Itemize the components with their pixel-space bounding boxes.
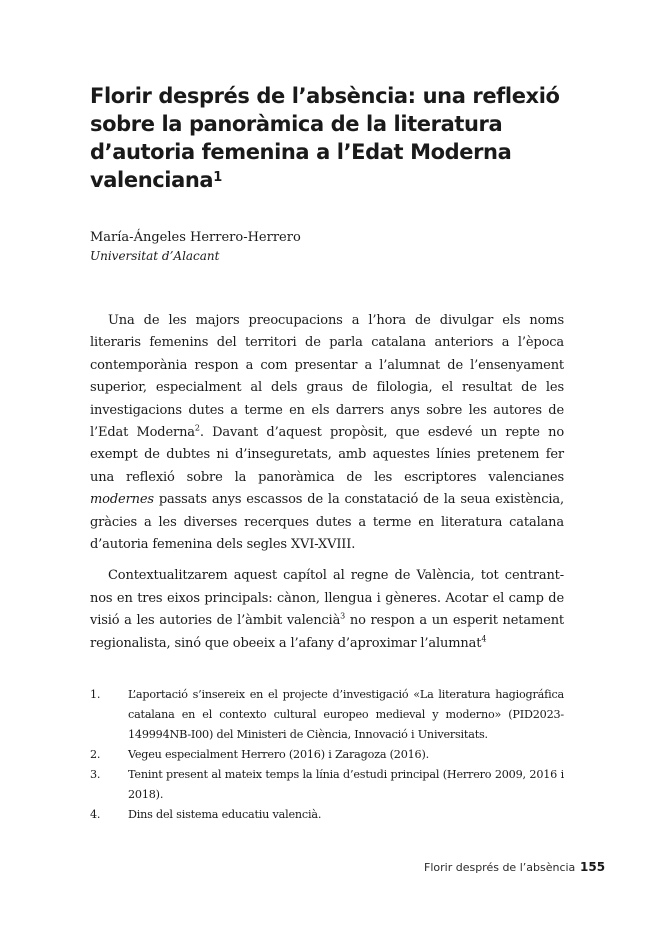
footnote-text: L’aportació s’insereix en el projecte d’investigació «La literatura hagiográfica catalana en el contexto cultural europeo medieval y moderno» (PID2023-149994NB-I00) del Ministeri de Ciència, Innovació i Universitats. [128,688,564,741]
footnote-number: 4. [90,808,101,821]
footnote-number: 3. [90,768,101,781]
footnotes [90,685,564,825]
paragraph-1-text-b: . Davant d’aquest propòsit, que esdevé un repte no exempt de dubtes ni d’inseguretats, amb aquestes línies pretenem fer una reflexió sobre la panoràmica de les escriptores valencianes [90,425,564,485]
author-affiliation: Universitat d’Alacant [90,249,220,263]
body-text [90,310,564,664]
note-ref-3[interactable]: 3 [340,611,346,621]
paragraph-2 [90,565,564,655]
footnote-1 [90,685,564,745]
footnote-number: 2. [90,748,101,761]
paragraph-2-text-b: no respon a un esperit netament regionalista, sinó que obeeix a l’afany d’aproximar l’alumnat [90,613,564,651]
footnote-4 [90,805,564,825]
running-head: Florir després de l’absència [424,861,576,874]
paragraph-1-text-a: Una de les majors preocupacions a l’hora de divulgar els noms literaris femenins del territori de parla catalana anteriors a l’època contemporània respon a com presentar a l’alumnat de l’ensenyament superior, especialment al dels graus de filologia, el resultat de les investigacions dutes a terme en els darrers anys sobre les autores de l’Edat Moderna [90,313,564,441]
note-ref-4[interactable]: 4 [481,634,487,644]
footnote-2 [90,745,564,765]
paragraph-1-text-c: passats anys escassos de la constatació de la seua existència, gràcies a les diverses recerques dutes a terme en literatura catalana d’autoria femenina dels segles XVI-XVIII. [90,492,564,553]
footnote-text: Vegeu especialment Herrero (2016) i Zaragoza (2016). [128,748,429,761]
footnote-text: Tenint present al mateix temps la línia d’estudi principal (Herrero 2009, 2016 i 2018). [128,768,564,801]
footnote-text: Dins del sistema educatiu valencià. [128,808,322,821]
paragraph-1 [90,310,564,556]
paragraph-1-emphasis: modernes [90,492,154,508]
article-title [90,82,570,194]
title-note-ref[interactable]: 1 [213,170,222,185]
footnote-3 [90,765,564,805]
page-number: 155 [580,860,606,874]
footnote-number: 1. [90,688,101,701]
author-name: María-Ángeles Herrero-Herrero [90,230,301,245]
article-title-text: Florir després de l’absència: una reflexió sobre la panoràmica de la literatura d’autoria femenina a l’Edat Moderna valenciana [90,84,560,192]
note-ref-2[interactable]: 2 [194,423,200,433]
paragraph-2-text-a: Contextualitzarem aquest capítol al regne de València, tot centrant-nos en tres eixos principals: cànon, llengua i gèneres. Acotar el camp de visió a les autories de l’àmbit valencià [90,568,564,629]
